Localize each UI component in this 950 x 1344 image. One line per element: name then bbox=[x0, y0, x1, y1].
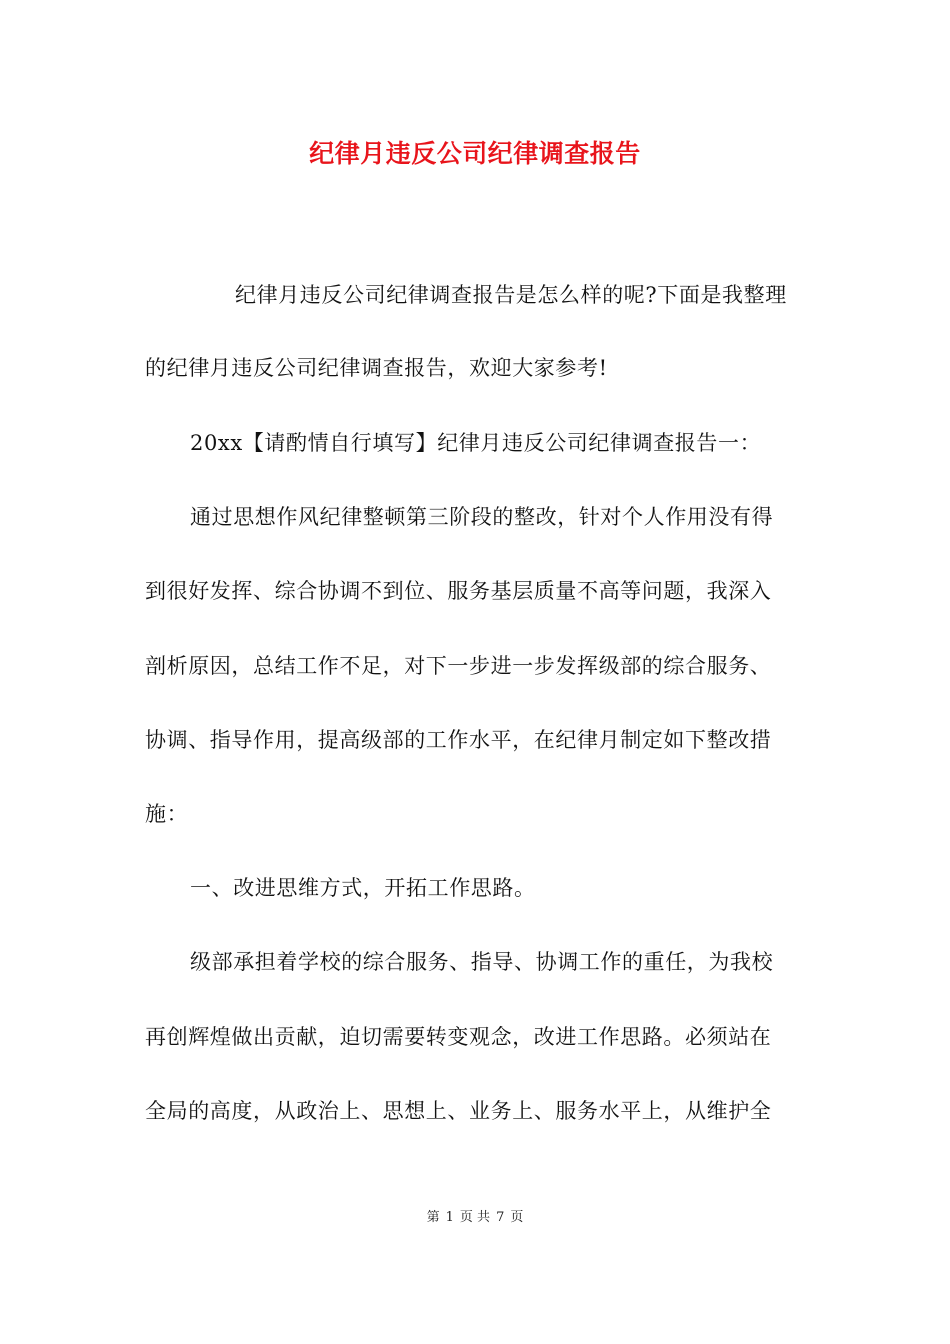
paragraph-line: 协调、指导作用，提高级部的工作水平，在纪律月制定如下整改措 bbox=[145, 728, 772, 752]
paragraph-line: 的纪律月违反公司纪律调查报告，欢迎大家参考! bbox=[145, 356, 608, 380]
page-footer bbox=[0, 1208, 950, 1228]
paragraph-line: 级部承担着学校的综合服务、指导、协调工作的重任，为我校 bbox=[190, 950, 774, 974]
section-heading: 一、改进思维方式，开拓工作思路。 bbox=[190, 876, 536, 900]
paragraph-line: 施： bbox=[145, 802, 189, 826]
paragraph-line: 20xx【请酌情自行填写】纪律月违反公司纪律调查报告一： bbox=[190, 431, 762, 455]
footer-page-number: 1 bbox=[445, 1210, 454, 1225]
document-title: 纪律月违反公司纪律调查报告 bbox=[309, 139, 641, 168]
paragraph-line: 纪律月违反公司纪律调查报告是怎么样的呢?下面是我整理 bbox=[235, 283, 787, 307]
paragraph-line: 到很好发挥、综合协调不到位、服务基层质量不高等问题，我深入 bbox=[145, 579, 772, 603]
paragraph-line: 全局的高度，从政治上、思想上、业务上、服务水平上，从维护全 bbox=[145, 1099, 772, 1123]
footer-suffix: 页 bbox=[510, 1210, 524, 1225]
footer-middle: 页 共 bbox=[459, 1210, 491, 1225]
paragraph-line: 剖析原因，总结工作不足，对下一步进一步发挥级部的综合服务、 bbox=[145, 654, 772, 678]
paragraph-line: 通过思想作风纪律整顿第三阶段的整改，针对个人作用没有得 bbox=[190, 505, 774, 529]
footer-prefix: 第 bbox=[426, 1210, 440, 1225]
footer-total-pages: 7 bbox=[496, 1210, 505, 1225]
paragraph-line: 再创辉煌做出贡献，迫切需要转变观念，改进工作思路。必须站在 bbox=[145, 1025, 772, 1049]
